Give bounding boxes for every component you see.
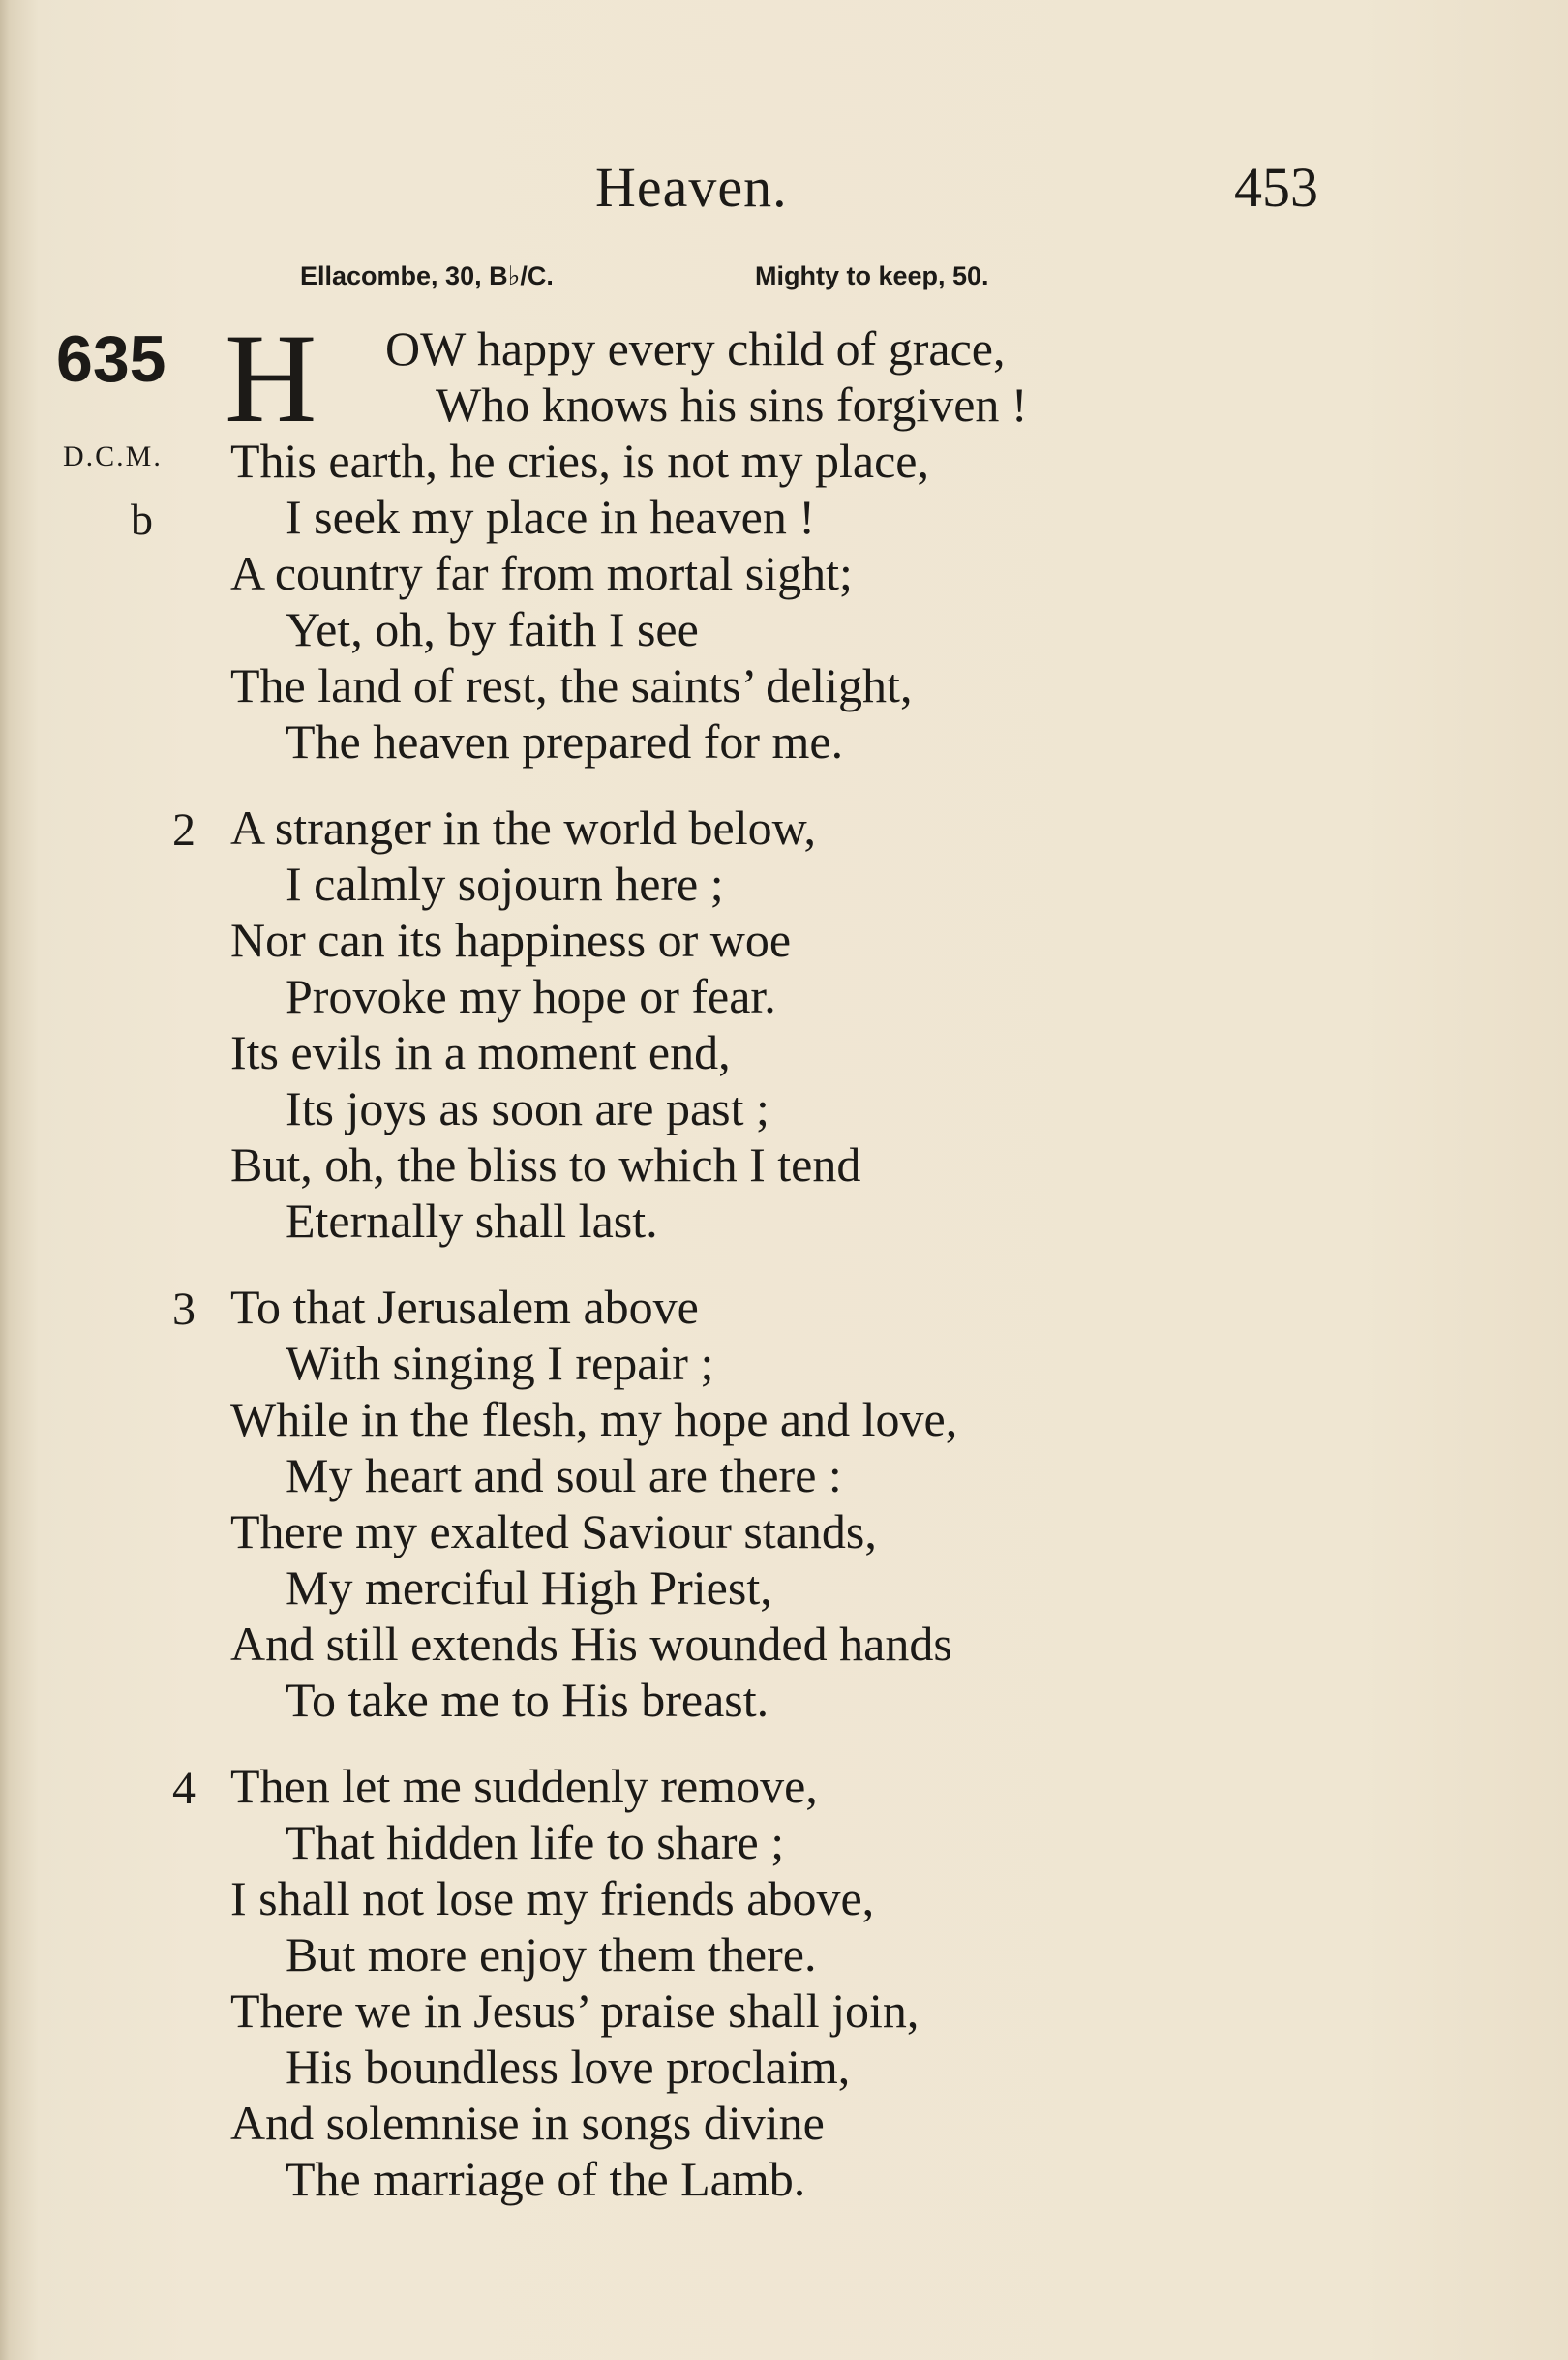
hymn-line: This earth, he cries, is not my place, (230, 434, 929, 488)
hymn-line: Who knows his sins forgiven ! (436, 378, 1028, 432)
hymn-line: Eternally shall last. (286, 1194, 658, 1248)
hymn-line: There my exalted Saviour stands, (230, 1504, 877, 1558)
hymn-line: Its joys as soon are past ; (286, 1081, 769, 1135)
hymn-line: But, oh, the bliss to which I tend (230, 1137, 861, 1192)
hymn-line: And solemnise in songs divine (230, 2096, 825, 2150)
hymn-line: His boundless love proclaim, (286, 2040, 851, 2094)
hymn-line: To take me to His breast. (286, 1673, 769, 1727)
hymn-line: The heaven prepared for me. (286, 714, 844, 769)
verse-number: 2 (172, 804, 196, 856)
hymn-line: To that Jerusalem above (230, 1280, 699, 1334)
tune-name-primary: Ellacombe, 30, B♭/C. (300, 261, 554, 290)
hymn-line: Provoke my hope or fear. (286, 969, 776, 1023)
page-number: 453 (1234, 156, 1318, 219)
hymn-line: That hidden life to share ; (286, 1815, 785, 1869)
show-through-texture (1239, 290, 1529, 1742)
hymn-line: While in the flesh, my hope and love, (230, 1392, 958, 1446)
hymn-line: My merciful High Priest, (286, 1560, 772, 1615)
verse-number: 3 (172, 1284, 196, 1335)
running-title: Heaven. (595, 156, 788, 219)
verse-number: 4 (172, 1763, 196, 1814)
hymn-line: OW happy every child of grace, (385, 321, 1006, 376)
hymn-line: The marriage of the Lamb. (286, 2152, 806, 2206)
hymn-line: But more enjoy them there. (286, 1927, 817, 1982)
hymn-line: The land of rest, the saints’ delight, (230, 658, 913, 712)
hymn-line: I seek my place in heaven ! (286, 490, 815, 544)
hymn-line: There we in Jesus’ praise shall join, (230, 1983, 920, 2038)
hymn-line: A stranger in the world below, (230, 801, 816, 855)
hymn-key: b (131, 495, 153, 544)
drop-cap: H (225, 307, 317, 449)
hymn-line: Nor can its happiness or woe (230, 913, 792, 967)
hymn-line: Its evils in a moment end, (230, 1025, 731, 1079)
hymn-number: 635 (56, 322, 166, 396)
hymn-line: And still extends His wounded hands (230, 1617, 952, 1671)
hymn-line: I calmly sojourn here ; (286, 857, 724, 911)
hymn-meter: D.C.M. (63, 440, 163, 472)
hymn-line: Then let me suddenly remove, (230, 1759, 818, 1813)
tune-name-alternate: Mighty to keep, 50. (755, 261, 989, 290)
hymn-line: With singing I repair ; (286, 1336, 714, 1390)
hymn-line: Yet, oh, by faith I see (286, 602, 699, 656)
hymn-line: My heart and soul are there : (286, 1448, 842, 1502)
hymn-line: I shall not lose my friends above, (230, 1871, 875, 1925)
hymn-line: A country far from mortal sight; (230, 546, 853, 600)
